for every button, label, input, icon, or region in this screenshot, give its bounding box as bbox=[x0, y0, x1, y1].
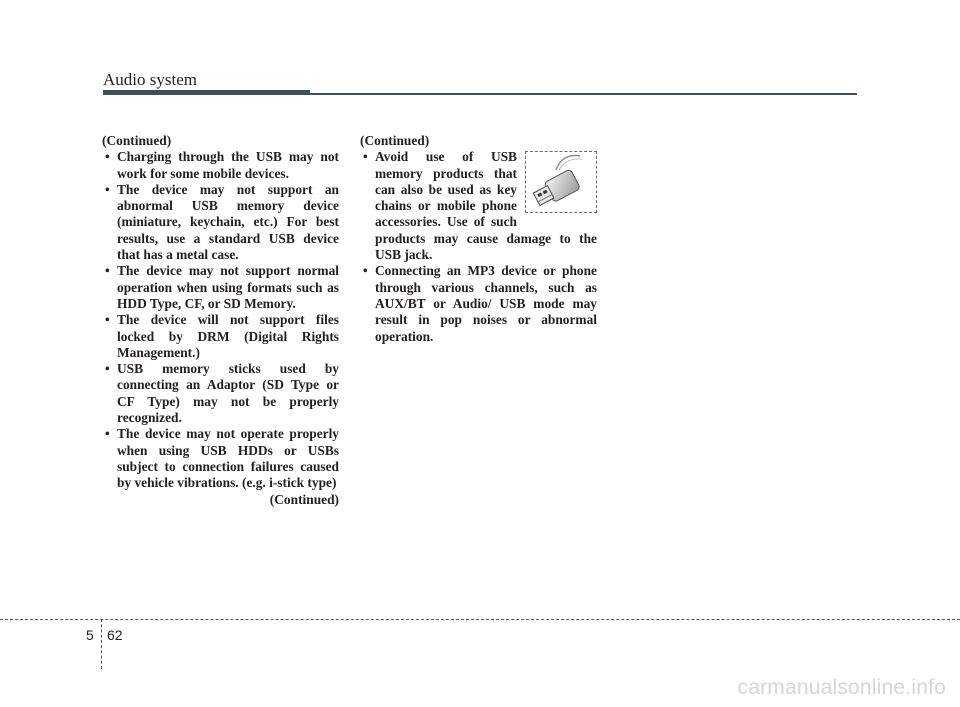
bullet-item-text: Avoid use of USB memory products that can also be used as key chains or mobile phone accessories. Use of such products may cause damage to the USB jack. bbox=[375, 149, 597, 263]
left-bullet-list bbox=[102, 149, 339, 491]
page-number: 62 bbox=[107, 627, 123, 643]
footer-vertical-rule bbox=[101, 619, 102, 669]
continued-label-top: (Continued) bbox=[360, 133, 430, 148]
continued-label-bottom: (Continued) bbox=[269, 491, 339, 507]
bullet-item: • Charging through the USB may not work for some mobile devices. bbox=[102, 149, 339, 182]
bullet-item: • The device will not support files locked by DRM (Digital Rights Management.) bbox=[102, 312, 339, 361]
bullet-item: • The device may not operate properly when using USB HDDs or USBs subject to connection failures caused by vehicle vibrations. (e.g. i-stick type) bbox=[102, 426, 339, 491]
header-rule-thick bbox=[103, 90, 310, 95]
continued-label-top: (Continued) bbox=[102, 133, 172, 148]
bullet-item: • USB memory sticks used by connecting an Adaptor (SD Type or CF Type) may not be properly recognized. bbox=[102, 361, 339, 426]
page-header-title: Audio system bbox=[103, 70, 197, 89]
bullet-item: • The device may not support normal operation when using formats such as HDD Type, CF, or SD Memory. bbox=[102, 263, 339, 312]
footer-dashed-rule bbox=[0, 619, 960, 620]
usb-keychain-icon bbox=[525, 151, 597, 213]
right-column bbox=[360, 133, 597, 345]
bullet-item: • The device may not support an abnormal USB memory device (miniature, keychain, etc.) For best results, use a standard USB device that has a metal case. bbox=[102, 182, 339, 263]
chapter-number: 5 bbox=[86, 627, 94, 643]
bullet-item: • Connecting an MP3 device or phone through various channels, such as AUX/BT or Audio/ USB mode may result in pop noises or abnormal operation. bbox=[360, 263, 597, 344]
left-column bbox=[102, 133, 339, 508]
bullet-item bbox=[360, 149, 597, 263]
right-bullet-list bbox=[360, 149, 597, 345]
header-rule-thin bbox=[310, 93, 857, 95]
watermark-text: carmanualsonline.info bbox=[737, 676, 946, 699]
